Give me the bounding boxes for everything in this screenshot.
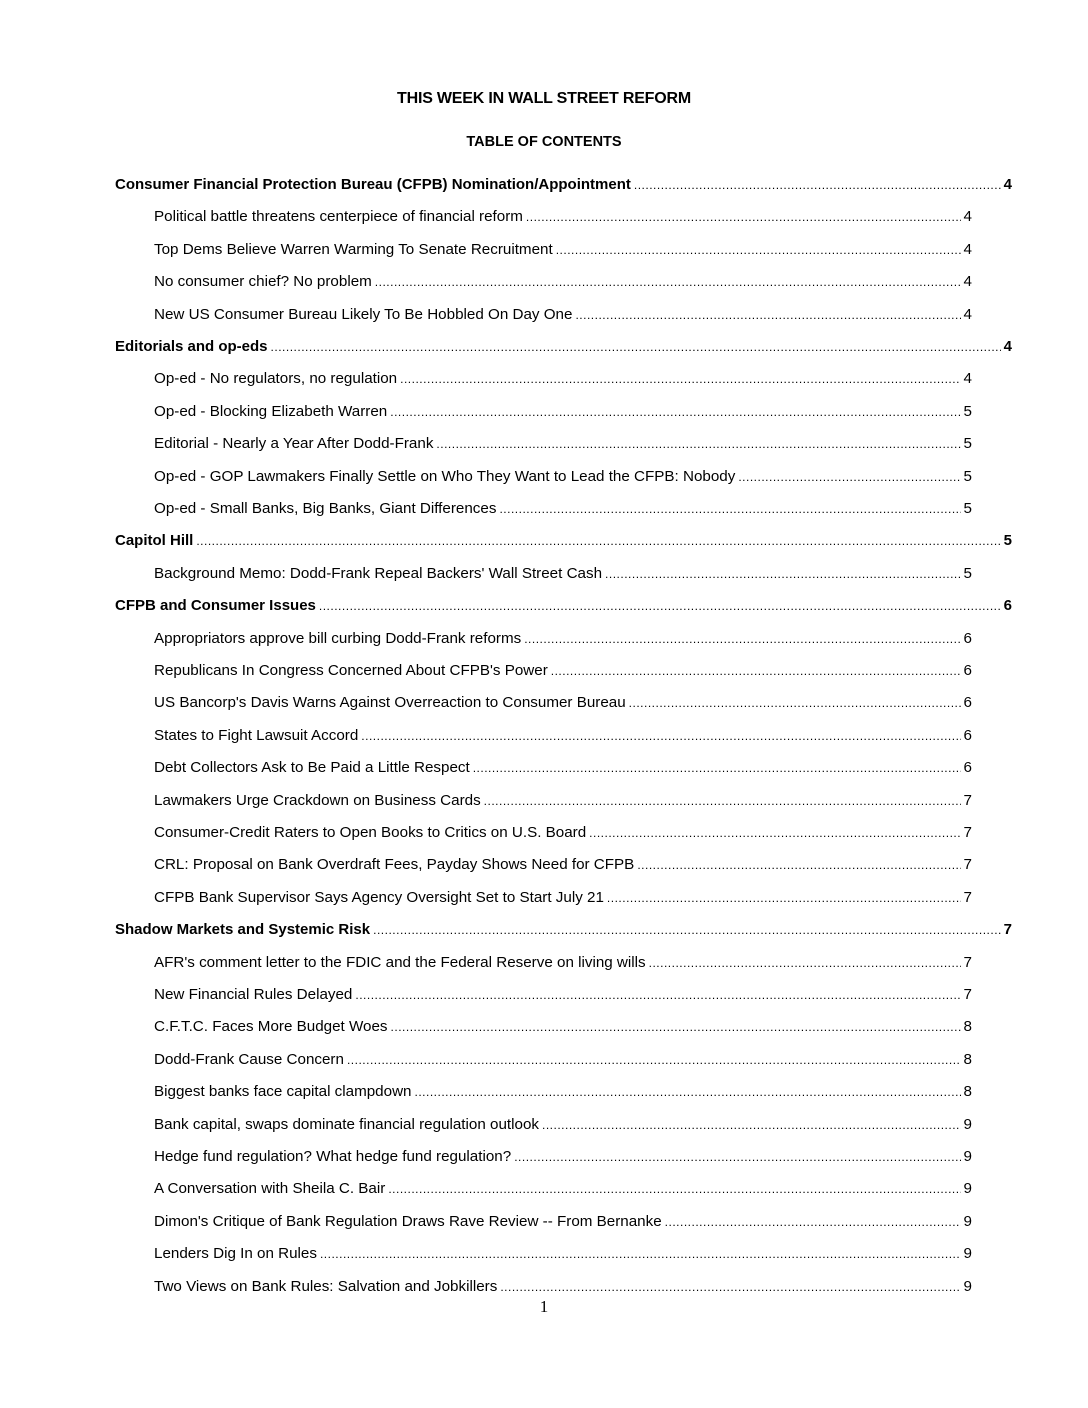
toc-page-number: 5 xyxy=(963,467,972,485)
toc-page-number: 6 xyxy=(963,629,972,647)
toc-entry-title: Op-ed - Blocking Elizabeth Warren xyxy=(154,402,388,420)
toc-entry-title: Two Views on Bank Rules: Salvation and Jobkillers xyxy=(154,1277,498,1295)
toc-entry-title: US Bancorp's Davis Warns Against Overreaction to Consumer Bureau xyxy=(154,694,626,712)
toc-item-entry[interactable] xyxy=(154,401,972,423)
toc-entry-title: Op-ed - GOP Lawmakers Finally Settle on Who They Want to Lead the CFPB: Nobody xyxy=(154,467,736,485)
toc-page-number: 7 xyxy=(963,824,972,841)
toc-section-entry[interactable] xyxy=(115,595,1012,617)
toc-entry-title: A Conversation with Sheila C. Bair xyxy=(154,1180,386,1198)
toc-item-entry[interactable] xyxy=(154,660,972,682)
toc-entry-title: CRL: Proposal on Bank Overdraft Fees, Payday Shows Need for CFPB xyxy=(154,856,635,874)
dot-leader xyxy=(551,660,961,682)
toc-entry-title: Appropriators approve bill curbing Dodd-Frank reforms xyxy=(154,629,522,647)
dot-leader xyxy=(499,498,960,520)
toc-entry-title: New US Consumer Bureau Likely To Be Hobbled On Day One xyxy=(154,305,573,323)
toc-page-number: 4 xyxy=(963,240,972,258)
toc-page-number: 5 xyxy=(963,564,972,582)
toc-section-entry[interactable] xyxy=(115,919,1012,941)
toc-page-number: 8 xyxy=(963,1018,972,1036)
toc-page-number: 4 xyxy=(963,370,972,388)
dot-leader xyxy=(390,401,960,423)
toc-page-number: 4 xyxy=(963,273,972,291)
toc-page-number: 7 xyxy=(1003,921,1012,939)
toc-item-entry[interactable] xyxy=(154,822,972,844)
toc-item-entry[interactable] xyxy=(154,692,972,714)
toc-page-number: 7 xyxy=(963,953,972,971)
toc-page-number: 7 xyxy=(963,888,972,906)
dot-leader xyxy=(526,206,961,228)
toc-entry-title: Capitol Hill xyxy=(115,532,194,550)
toc-entry-title: Lawmakers Urge Crackdown on Business Cards xyxy=(154,791,481,809)
dot-leader xyxy=(320,1243,961,1265)
toc-page-number: 6 xyxy=(1003,597,1012,615)
toc-item-entry[interactable] xyxy=(154,433,972,455)
dot-leader xyxy=(436,433,960,455)
toc-entry-title: Bank capital, swaps dominate financial regulation outlook xyxy=(154,1115,539,1133)
toc-item-entry[interactable] xyxy=(154,984,972,1006)
toc-page-number: 7 xyxy=(963,791,972,809)
toc-entry-title: Hedge fund regulation? What hedge fund regulation? xyxy=(154,1148,512,1165)
toc-entry-title: Top Dems Believe Warren Warming To Senate Recruitment xyxy=(154,240,553,258)
toc-page-number: 5 xyxy=(1003,532,1012,550)
dot-leader xyxy=(629,692,961,714)
toc-item-entry[interactable] xyxy=(154,790,972,812)
toc-entry-title: C.F.T.C. Faces More Budget Woes xyxy=(154,1018,388,1036)
dot-leader xyxy=(319,595,1001,617)
dot-leader xyxy=(196,530,1000,552)
toc-entry-title: Dimon's Critique of Bank Regulation Draws Rave Review -- From Bernanke xyxy=(154,1212,662,1230)
dot-leader xyxy=(500,1276,960,1298)
toc-entry-title: AFR's comment letter to the FDIC and the Federal Reserve on living wills xyxy=(154,953,646,971)
toc-page-number: 7 xyxy=(963,986,972,1003)
toc-item-entry[interactable] xyxy=(154,206,972,228)
page-number: 1 xyxy=(539,1297,549,1316)
dot-leader xyxy=(473,757,961,779)
toc-page-number: 8 xyxy=(963,1050,972,1068)
toc-page-number: 9 xyxy=(963,1115,972,1133)
toc-section-entry[interactable] xyxy=(115,530,1012,552)
dot-leader xyxy=(649,952,961,974)
toc-page-number: 5 xyxy=(963,500,972,517)
toc-item-entry[interactable] xyxy=(154,628,972,650)
dot-leader xyxy=(524,628,960,650)
toc-item-entry[interactable] xyxy=(154,1178,972,1200)
toc-item-entry[interactable] xyxy=(154,498,972,520)
dot-leader xyxy=(375,271,961,293)
toc-entry-title: No consumer chief? No problem xyxy=(154,273,372,291)
toc-page-number: 6 xyxy=(963,694,972,712)
toc-entry-title: CFPB and Consumer Issues xyxy=(115,597,316,615)
toc-page-number: 7 xyxy=(963,856,972,874)
toc-entry-title: States to Fight Lawsuit Accord xyxy=(154,726,359,744)
toc-page-number: 5 xyxy=(963,435,972,453)
dot-leader xyxy=(556,239,961,261)
toc-entry-title: Consumer-Credit Raters to Open Books to Critics on U.S. Board xyxy=(154,824,587,841)
dot-leader xyxy=(575,304,960,326)
toc-section-entry[interactable] xyxy=(115,336,1012,358)
dot-leader xyxy=(637,854,960,876)
toc-entry-title: Lenders Dig In on Rules xyxy=(154,1245,317,1263)
toc-page-number: 9 xyxy=(963,1148,972,1165)
dot-leader xyxy=(634,174,1001,196)
dot-leader xyxy=(415,1081,961,1103)
toc-page-number: 8 xyxy=(963,1083,972,1101)
dot-leader xyxy=(361,725,960,747)
toc-page-number: 6 xyxy=(963,662,972,679)
toc-entry-title: Republicans In Congress Concerned About CFPB's Power xyxy=(154,662,548,679)
toc-item-entry[interactable] xyxy=(154,563,972,585)
toc-item-entry[interactable] xyxy=(154,1081,972,1103)
dot-leader xyxy=(605,563,961,585)
toc-item-entry[interactable] xyxy=(154,1146,972,1168)
toc-entry-title: Op-ed - Small Banks, Big Banks, Giant Differences xyxy=(154,500,497,517)
toc-section-entry[interactable] xyxy=(115,174,1012,196)
toc-page-number: 4 xyxy=(1003,338,1012,355)
toc-page-number: 6 xyxy=(963,726,972,744)
dot-leader xyxy=(542,1114,961,1136)
dot-leader xyxy=(589,822,960,844)
dot-leader xyxy=(271,336,1001,358)
toc-entry-title: Editorial - Nearly a Year After Dodd-Frank xyxy=(154,435,434,453)
toc-entry-title: Debt Collectors Ask to Be Paid a Little Respect xyxy=(154,759,470,777)
toc-item-entry[interactable] xyxy=(154,1016,972,1038)
dot-leader xyxy=(484,790,961,812)
toc-item-entry[interactable] xyxy=(154,757,972,779)
dot-leader xyxy=(388,1178,960,1200)
dot-leader xyxy=(347,1049,961,1071)
dot-leader xyxy=(400,368,960,390)
toc-page-number: 9 xyxy=(963,1245,972,1263)
toc-entry-title: New Financial Rules Delayed xyxy=(154,986,353,1003)
toc-entry-title: Biggest banks face capital clampdown xyxy=(154,1083,412,1101)
toc-page-number: 9 xyxy=(963,1212,972,1230)
toc-page-number: 6 xyxy=(963,759,972,777)
dot-leader xyxy=(514,1146,960,1168)
toc-entry-title: CFPB Bank Supervisor Says Agency Oversight Set to Start July 21 xyxy=(154,888,604,906)
dot-leader xyxy=(607,887,961,909)
toc-item-entry[interactable] xyxy=(154,854,972,876)
toc-item-entry[interactable] xyxy=(154,952,972,974)
toc-page-number: 5 xyxy=(963,402,972,420)
toc-item-entry[interactable] xyxy=(154,1243,972,1265)
toc-page-number: 4 xyxy=(963,208,972,226)
dot-leader xyxy=(373,919,1001,941)
toc-item-entry[interactable] xyxy=(154,1049,972,1071)
toc-entry-title: Op-ed - No regulators, no regulation xyxy=(154,370,398,388)
toc-entry-title: Background Memo: Dodd-Frank Repeal Backers' Wall Street Cash xyxy=(154,564,603,582)
toc-page-number: 4 xyxy=(963,305,972,323)
toc-entry-title: Dodd-Frank Cause Concern xyxy=(154,1050,344,1068)
toc-entry-title: Editorials and op-eds xyxy=(115,338,268,355)
toc-entry-title: Political battle threatens centerpiece of financial reform xyxy=(154,208,523,226)
toc-item-entry[interactable] xyxy=(154,887,972,909)
dot-leader xyxy=(738,466,960,488)
dot-leader xyxy=(391,1016,961,1038)
toc-entry-title: Consumer Financial Protection Bureau (CFPB) Nomination/Appointment xyxy=(115,176,631,193)
toc-page-number: 9 xyxy=(963,1180,972,1198)
toc-page-number: 9 xyxy=(963,1277,972,1295)
toc-entry-title: Shadow Markets and Systemic Risk xyxy=(115,921,371,939)
toc-item-entry[interactable] xyxy=(154,368,972,390)
toc-item-entry[interactable] xyxy=(154,1276,972,1298)
toc-item-entry[interactable] xyxy=(154,466,972,488)
toc-item-entry[interactable] xyxy=(154,304,972,326)
toc-page-number: 4 xyxy=(1003,176,1012,193)
toc-item-entry[interactable] xyxy=(154,271,972,293)
dot-leader xyxy=(355,984,960,1006)
toc-heading: TABLE OF CONTENTS xyxy=(466,134,622,150)
toc-item-entry[interactable] xyxy=(154,1211,972,1233)
dot-leader xyxy=(665,1211,961,1233)
toc-item-entry[interactable] xyxy=(154,725,972,747)
toc-item-entry[interactable] xyxy=(154,239,972,261)
document-title: THIS WEEK IN WALL STREET REFORM xyxy=(397,90,691,107)
toc-item-entry[interactable] xyxy=(154,1114,972,1136)
